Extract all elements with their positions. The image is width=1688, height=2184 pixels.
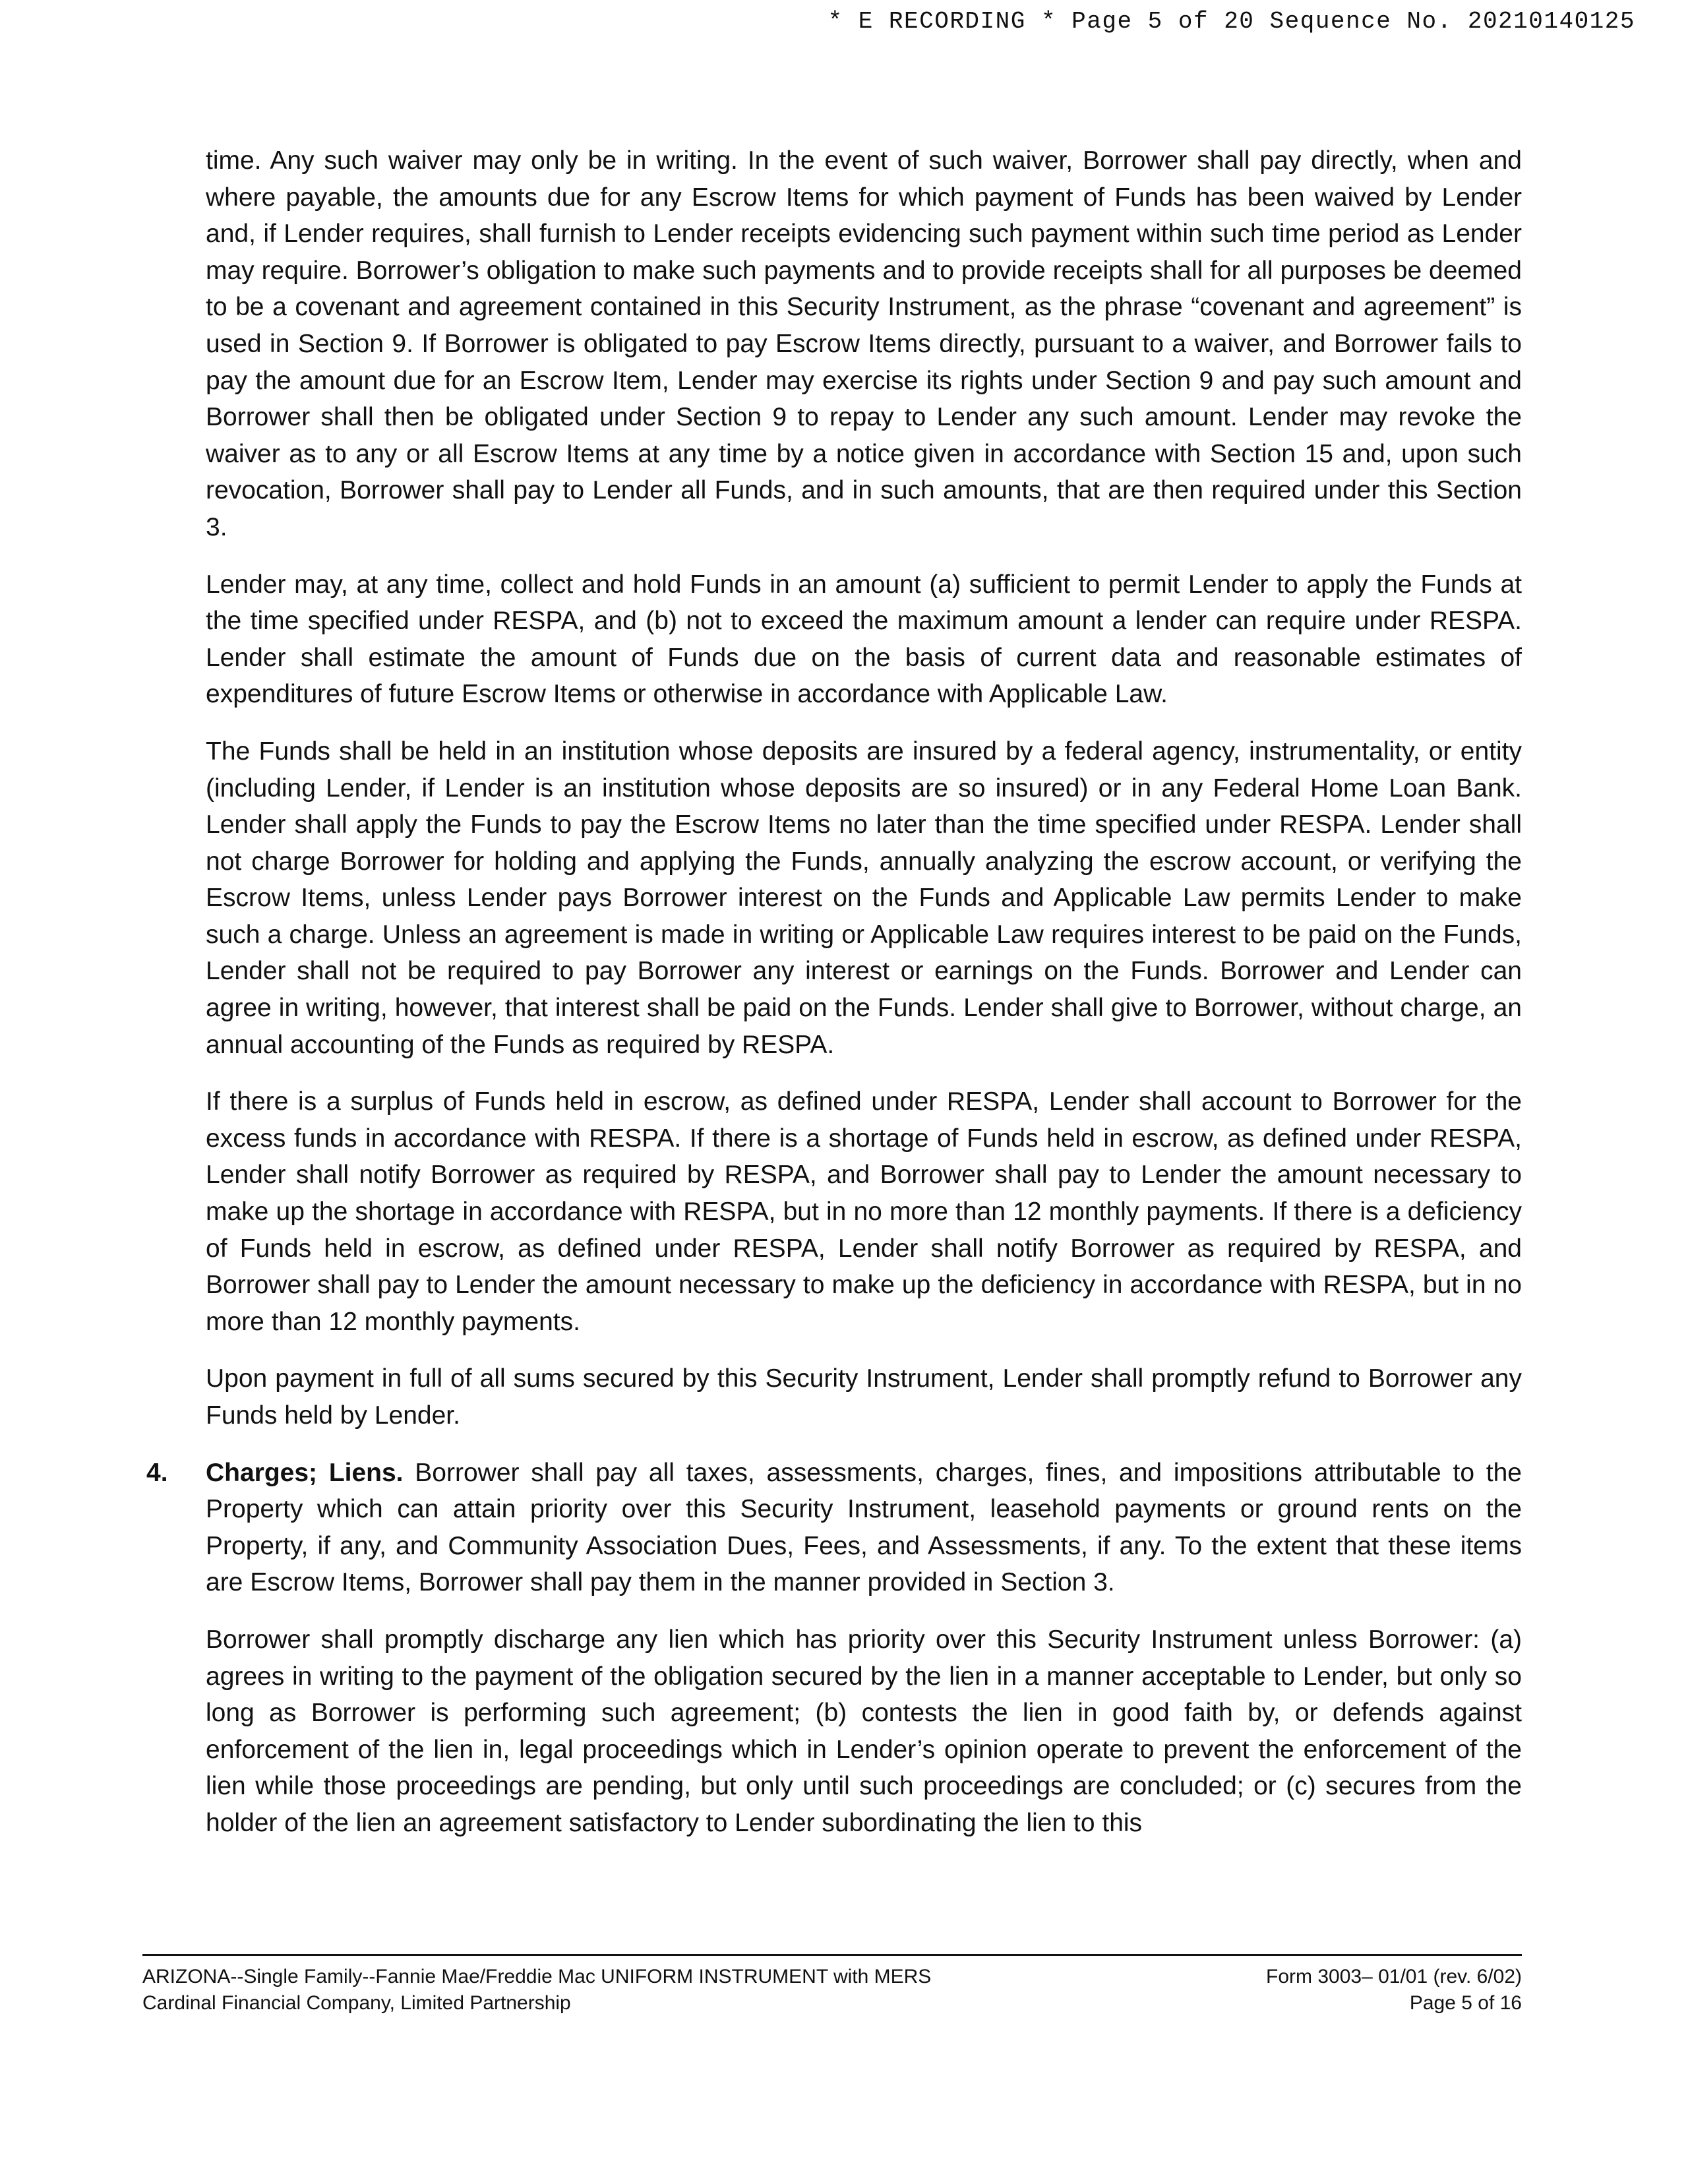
- paragraph-collect-funds: Lender may, at any time, collect and hold Funds in an amount (a) sufficient to permit Lender to apply the Funds at the time specified under RESPA, and (b) not to exceed the maximum amount a lender can require under RESPA. Lender shall estimate the amount of Funds due on the basis of current data and reasonable estimates of expenditures of future Escrow Items or otherwise in accordance with Applicable Law.: [206, 570, 1522, 709]
- section-text: Borrower shall pay all taxes, assessments, charges, fines, and impositions attributable to the Property which can attain priority over this Security Instrument, leasehold payments or ground rents on the Property, if any, and Community Association Dues, Fees, and Assessments, if any. To the extent that these items are Escrow Items, Borrower shall pay them in the manner provided in Section 3.: [206, 1458, 1522, 1597]
- footer-instrument-title: ARIZONA--Single Family--Fannie Mae/Freddie Mac UNIFORM INSTRUMENT with MERS: [142, 1966, 932, 1987]
- section-4-charges-liens: [146, 1455, 1522, 1601]
- page-footer: [142, 1954, 1522, 2017]
- paragraph-escrow-waiver: time. Any such waiver may only be in writing. In the event of such waiver, Borrower shall pay directly, when and where payable, the amounts due for any Escrow Items for which payment of Funds has been waived by Lender and, if Lender requires, shall furnish to Lender receipts evidencing such payment within such time period as Lender may require. Borrower’s obligation to make such payments and to provide receipts shall for all purposes be deemed to be a covenant and agreement contained in this Security Instrument, as the phrase “covenant and agreement” is used in Section 9. If Borrower is obligated to pay Escrow Items directly, pursuant to a waiver, and Borrower fails to pay the amount due for an Escrow Item, Lender may exercise its rights under Section 9 and pay such amount and Borrower shall then be obligated under Section 9 to repay to Lender any such amount. Lender may revoke the waiver as to any or all Escrow Items at any time by a notice given in accordance with Section 15 and, upon such revocation, Borrower shall pay to Lender all Funds, and in such amounts, that are then required under this Section 3.: [206, 146, 1522, 541]
- footer-page-number: Page 5 of 16: [1409, 1992, 1522, 2014]
- footer-form-number: Form 3003– 01/01 (rev. 6/02): [1266, 1966, 1522, 1987]
- footer-lender-name: Cardinal Financial Company, Limited Partnership: [142, 1992, 571, 2014]
- document-body: [146, 142, 1522, 1862]
- section-heading: Charges; Liens.: [206, 1458, 404, 1487]
- section-number: 4.: [146, 1458, 168, 1487]
- paragraph-discharge-lien: Borrower shall promptly discharge any lien which has priority over this Security Instrument unless Borrower: (a) agrees in writing to the payment of the obligation secured by the lien in a manner acceptable to Lender, but only so long as Borrower is performing such agreement; (b) contests the lien in good faith by, or defends against enforcement of the lien in, legal proceedings which in Lender’s opinion operate to prevent the enforcement of the lien while those proceedings are pending, but only until such proceedings are concluded; or (c) secures from the holder of the lien an agreement satisfactory to Lender subordinating the lien to this: [206, 1625, 1522, 1837]
- paragraph-funds-held: The Funds shall be held in an institution whose deposits are insured by a federal agency, instrumentality, or entity (including Lender, if Lender is an institution whose deposits are so insured) or in any Federal Home Loan Bank. Lender shall apply the Funds to pay the Escrow Items no later than the time specified under RESPA. Lender shall not charge Borrower for holding and applying the Funds, annually analyzing the escrow account, or verifying the Escrow Items, unless Lender pays Borrower interest on the Funds and Applicable Law permits Lender to make such a charge. Unless an agreement is made in writing or Applicable Law requires interest to be paid on the Funds, Lender shall not be required to pay Borrower any interest or earnings on the Funds. Borrower and Lender can agree in writing, however, that interest shall be paid on the Funds. Lender shall give to Borrower, without charge, an annual accounting of the Funds as required by RESPA.: [206, 737, 1522, 1059]
- paragraph-surplus-shortage: If there is a surplus of Funds held in escrow, as defined under RESPA, Lender shall account to Borrower for the excess funds in accordance with RESPA. If there is a shortage of Funds held in escrow, as defined under RESPA, Lender shall notify Borrower as required by RESPA, and Borrower shall pay to Lender the amount necessary to make up the shortage in accordance with RESPA, but in no more than 12 monthly payments. If there is a deficiency of Funds held in escrow, as defined under RESPA, Lender shall notify Borrower as required by RESPA, and Borrower shall pay to Lender the amount necessary to make up the deficiency in accordance with RESPA, but in no more than 12 monthly payments.: [206, 1087, 1522, 1336]
- paragraph-refund: Upon payment in full of all sums secured by this Security Instrument, Lender shall promptly refund to Borrower any Funds held by Lender.: [206, 1364, 1522, 1430]
- recording-header: * E RECORDING * Page 5 of 20 Sequence No. 20210140125: [828, 8, 1635, 35]
